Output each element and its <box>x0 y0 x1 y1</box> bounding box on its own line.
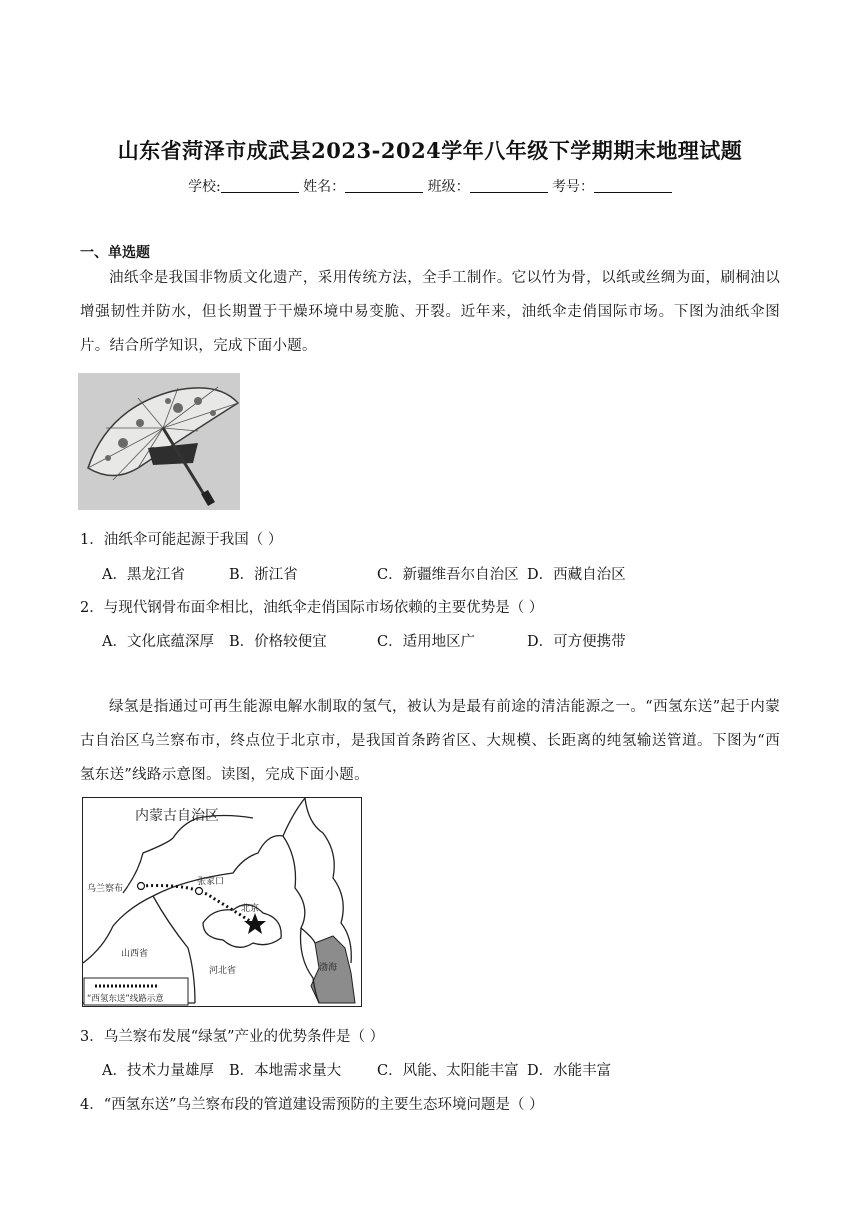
question-1-options <box>102 563 626 584</box>
q1-option-b[interactable]: B．浙江省 <box>229 567 298 583</box>
map-illustration <box>83 798 361 1006</box>
class-blank[interactable] <box>470 178 548 193</box>
question-1-stem: 1．油纸伞可能起源于我国（ ） <box>80 532 283 548</box>
exam-no-label: 考号： <box>552 179 595 195</box>
exam-no-blank[interactable] <box>594 178 672 193</box>
q1-option-c[interactable]: C．新疆维吾尔自治区 <box>377 567 519 583</box>
q2-option-b[interactable]: B．价格较便宜 <box>229 634 327 650</box>
passage-hydrogen: 绿氢是指通过可再生能源电解水制取的氢气，被认为是最有前途的清洁能源之一。“西氢东送”起于内蒙古自治区乌兰察布市，终点位于北京市，是我国首条跨省区、大规模、长距离的纯氢输送管道。下图为“西氢东送”线路示意图。读图，完成下面小题。 <box>80 699 780 783</box>
q1-option-a[interactable]: A．黑龙江省 <box>102 567 185 583</box>
hydrogen-pipeline-map <box>82 797 362 1007</box>
class-label: 班级： <box>427 179 470 195</box>
map-label-zhangjiakou: 张家口 <box>197 877 225 887</box>
map-label-hebei: 河北省 <box>209 966 237 976</box>
q3-option-d[interactable]: D．水能丰富 <box>527 1063 612 1079</box>
map-label-shanxi: 山西省 <box>121 949 149 959</box>
question-3-stem: 3．乌兰察布发展“绿氢”产业的优势条件是（ ） <box>80 1029 385 1045</box>
question-4-stem: 4．“西氢东送”乌兰察布段的管道建设需预防的主要生态环境问题是（ ） <box>80 1097 544 1113</box>
name-label: 姓名： <box>303 179 346 195</box>
section-title: 一、单选题 <box>80 245 150 261</box>
q3-option-b[interactable]: B．本地需求量大 <box>229 1063 342 1079</box>
school-label: 学校: <box>187 179 221 195</box>
q1-option-d[interactable]: D．西藏自治区 <box>527 567 626 583</box>
oil-paper-umbrella-photo <box>78 373 240 510</box>
passage-umbrella: 油纸伞是我国非物质文化遗产，采用传统方法，全手工制作。它以竹为骨，以纸或丝绸为面，刷桐油以增强韧性并防水，但长期置于干燥环境中易变脆、开裂。近年来，油纸伞走俏国际市场。下图为油纸伞图片。结合所学知识，完成下面小题。 <box>80 270 780 354</box>
q3-option-a[interactable]: A．技术力量雄厚 <box>102 1063 214 1079</box>
map-legend-text: “西氢东送”线路示意 <box>87 994 164 1004</box>
school-blank[interactable] <box>221 178 299 193</box>
student-info-line <box>0 176 860 196</box>
question-3-options <box>102 1059 611 1080</box>
page-title: 山东省菏泽市成武县2023-2024学年八年级下学期期末地理试题 <box>117 138 743 163</box>
map-label-wulanchabu: 乌兰察布 <box>87 884 124 894</box>
q2-option-c[interactable]: C．适用地区广 <box>377 634 476 650</box>
q2-option-a[interactable]: A．文化底蕴深厚 <box>102 634 214 650</box>
map-label-inner-mongolia: 内蒙古自治区 <box>135 808 219 824</box>
q2-option-d[interactable]: D．可方便携带 <box>527 634 626 650</box>
map-label-beijing: 北京 <box>241 904 260 914</box>
question-2-stem: 2．与现代钢骨布面伞相比，油纸伞走俏国际市场依赖的主要优势是（ ） <box>80 600 544 616</box>
q3-option-c[interactable]: C．风能、太阳能丰富 <box>377 1063 519 1079</box>
name-blank[interactable] <box>345 178 423 193</box>
umbrella-illustration <box>78 373 240 510</box>
question-2-options <box>102 630 626 651</box>
map-label-bohai: 渤海 <box>319 963 338 973</box>
